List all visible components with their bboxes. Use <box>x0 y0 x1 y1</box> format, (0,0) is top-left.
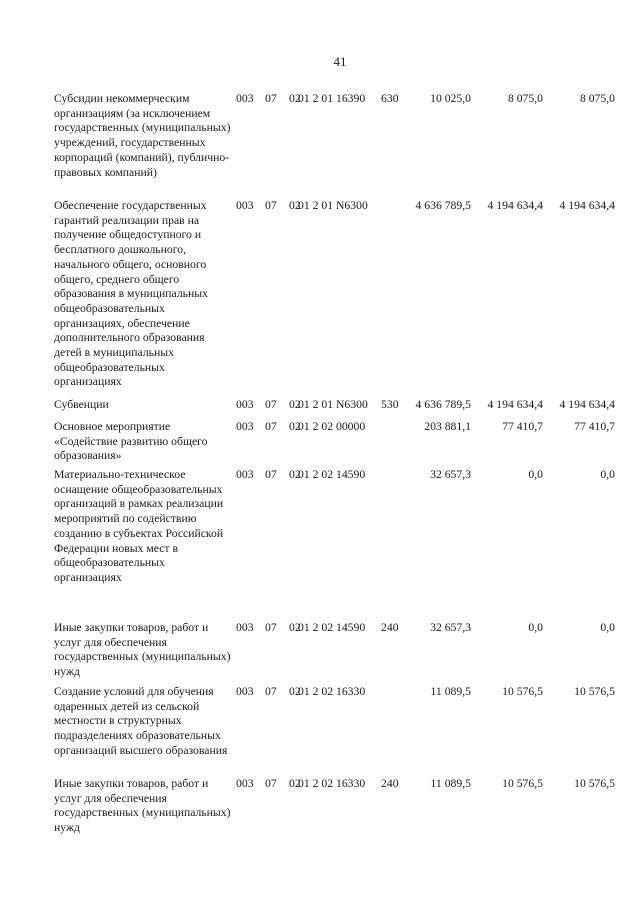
amount-year-3: 4 194 634,4 <box>559 398 615 411</box>
section-code: 07 <box>265 199 277 212</box>
amount-year-1: 203 881,1 <box>424 420 471 433</box>
amount-year-1: 4 636 789,5 <box>415 398 471 411</box>
row-name: Создание условий для обучения одаренных детей из сельской местности в структурных подразделениях образовательных организаций высшего образования <box>54 685 228 757</box>
section-code: 07 <box>265 621 277 634</box>
subsection-code: 02 <box>289 621 301 634</box>
subsection-code: 02 <box>289 92 301 105</box>
expense-type-code: 240 <box>381 621 399 634</box>
amount-year-3: 0,0 <box>600 468 615 481</box>
amount-year-3: 10 576,5 <box>574 685 615 698</box>
target-code: 01 2 02 16330 <box>298 777 366 790</box>
amount-year-2: 0,0 <box>528 468 543 481</box>
amount-year-2: 4 194 634,4 <box>487 199 543 212</box>
amount-year-2: 77 410,7 <box>502 420 543 433</box>
amount-year-2: 8 075,0 <box>507 92 543 105</box>
amount-year-3: 4 194 634,4 <box>559 199 615 212</box>
target-code: 01 2 02 14590 <box>298 621 366 634</box>
row-name: Субсидии некоммерческим организациям (за исключением государственных (муниципальных) учреждений, государственных корпораций (компаний), публично-правовых компаний) <box>54 92 231 179</box>
section-code: 07 <box>265 398 277 411</box>
ministry-code: 003 <box>236 777 254 790</box>
expense-type-code: 530 <box>381 398 399 411</box>
amount-year-1: 11 089,5 <box>430 685 471 698</box>
amount-year-2: 10 576,5 <box>502 777 543 790</box>
amount-year-3: 0,0 <box>600 621 615 634</box>
subsection-code: 02 <box>289 398 301 411</box>
row-name: Субвенции <box>54 398 109 411</box>
amount-year-1: 11 089,5 <box>430 777 471 790</box>
section-code: 07 <box>265 468 277 481</box>
amount-year-1: 32 657,3 <box>430 621 471 634</box>
subsection-code: 02 <box>289 420 301 433</box>
target-code: 01 2 01 N6300 <box>298 199 368 212</box>
amount-year-2: 10 576,5 <box>502 685 543 698</box>
row-name: Материально-техническое оснащение общеобразовательных организаций в рамках реализации мероприятий по содействию созданию в субъектах Российской Федерации новых мест в общеобразовательных организациях <box>54 468 224 584</box>
expense-type-code: 240 <box>381 777 399 790</box>
section-code: 07 <box>265 420 277 433</box>
row-name: Обеспечение государственных гарантий реализации прав на получение общедоступного и бесплатного дошкольного, начального общего, основного общего, среднего общего образования в муниципальных общеобразовательных организациях, обеспечение дополнительного образования детей в муниципальных общеобразовательных организациях <box>54 199 208 389</box>
amount-year-1: 32 657,3 <box>430 468 471 481</box>
target-code: 01 2 02 16330 <box>298 685 366 698</box>
amount-year-1: 4 636 789,5 <box>415 199 471 212</box>
amount-year-3: 8 075,0 <box>579 92 615 105</box>
subsection-code: 02 <box>289 777 301 790</box>
amount-year-1: 10 025,0 <box>430 92 471 105</box>
section-code: 07 <box>265 685 277 698</box>
amount-year-2: 4 194 634,4 <box>487 398 543 411</box>
row-name: Иные закупки товаров, работ и услуг для обеспечения государственных (муниципальных) нужд <box>54 777 231 835</box>
ministry-code: 003 <box>236 468 254 481</box>
row-name: Иные закупки товаров, работ и услуг для обеспечения государственных (муниципальных) нужд <box>54 621 231 679</box>
target-code: 01 2 01 16390 <box>298 92 366 105</box>
section-code: 07 <box>265 92 277 105</box>
ministry-code: 003 <box>236 685 254 698</box>
row-name: Основное мероприятие «Содействие развитию общего образования» <box>54 420 208 463</box>
subsection-code: 02 <box>289 685 301 698</box>
ministry-code: 003 <box>236 199 254 212</box>
amount-year-3: 10 576,5 <box>574 777 615 790</box>
ministry-code: 003 <box>236 92 254 105</box>
subsection-code: 02 <box>289 199 301 212</box>
amount-year-2: 0,0 <box>528 621 543 634</box>
target-code: 01 2 02 00000 <box>298 420 366 433</box>
target-code: 01 2 01 N6300 <box>298 398 368 411</box>
page-number: 41 <box>333 54 347 69</box>
ministry-code: 003 <box>236 398 254 411</box>
ministry-code: 003 <box>236 420 254 433</box>
expense-type-code: 630 <box>381 92 399 105</box>
target-code: 01 2 02 14590 <box>298 468 366 481</box>
subsection-code: 02 <box>289 468 301 481</box>
amount-year-3: 77 410,7 <box>574 420 615 433</box>
section-code: 07 <box>265 777 277 790</box>
ministry-code: 003 <box>236 621 254 634</box>
